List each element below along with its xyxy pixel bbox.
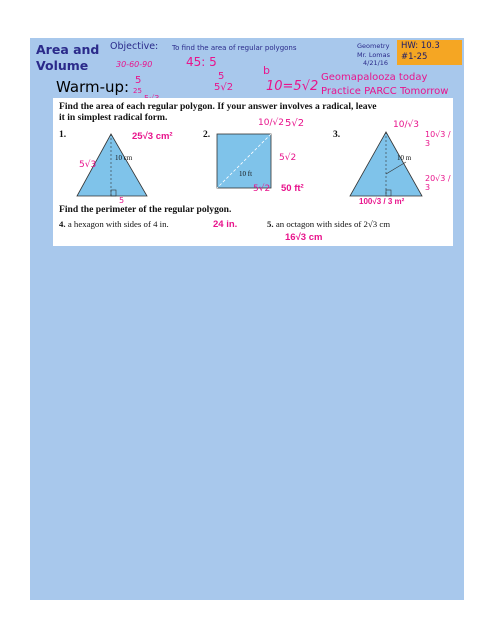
- handwriting-5root2: 5√2: [214, 82, 234, 93]
- problem-1-work-height: 5√3: [79, 160, 97, 170]
- handwriting-30-60-90: 30-60-90: [116, 60, 153, 69]
- problem-3-work-2: 10√3 / 3: [425, 130, 451, 148]
- homework-box: [397, 40, 462, 65]
- objective-text: To find the area of regular polygons: [172, 44, 297, 52]
- handwriting-5-a: 5: [218, 71, 225, 82]
- homework-line1: HW: 10.3: [401, 41, 440, 51]
- lesson-date: 4/21/16: [363, 59, 389, 67]
- problem-3-triangle: [346, 128, 426, 200]
- problem-3-work-1: 10/√3: [393, 120, 419, 130]
- handwriting-25: 25: [133, 87, 142, 95]
- instruction-line1: Find the area of each regular polygon. If your answer involves a radical, leave: [59, 101, 377, 112]
- problem-3-number: 3.: [333, 130, 341, 140]
- problem-1-work-base: 5: [119, 196, 125, 205]
- problem-2-dimension: 10 ft: [239, 170, 253, 178]
- handwriting-10-eq-5root2: 10=5√2: [266, 79, 319, 94]
- course-name: Geometry: [357, 42, 390, 50]
- problem-5-text: an octagon with sides of 2√3 cm: [275, 219, 391, 229]
- problem-5-answer: 16√3 cm: [285, 232, 323, 243]
- problem-4-answer: 24 in.: [213, 219, 238, 230]
- handwriting-b: b: [263, 64, 270, 77]
- problem-5-number: 5.: [267, 219, 274, 229]
- problem-4-text: a hexagon with sides of 4 in.: [67, 219, 169, 229]
- instruction-line2: it in simplest radical form.: [59, 112, 168, 123]
- handwriting-5-b: 5: [135, 75, 142, 86]
- unit-title-line2: Volume: [36, 58, 89, 73]
- problem-2-work-2: 5√2: [285, 118, 305, 129]
- note-line2: Practice PARCC Tomorrow: [321, 86, 449, 97]
- problem-2-answer: 50 ft²: [281, 183, 304, 194]
- announcement-notes: [321, 72, 448, 98]
- problem-2-work-1: 10/√2: [258, 118, 284, 128]
- problem-3-answer: 100√3 / 3 m²: [359, 197, 405, 206]
- handwriting-45-5: 45: 5: [186, 55, 217, 69]
- problem-2-work-4: 5√2: [253, 184, 271, 194]
- warmup-label: Warm-up:: [56, 78, 130, 96]
- problem-3-work-3: 20√3 / 3: [425, 174, 451, 192]
- teacher-name: Mr. Lomas: [357, 50, 391, 59]
- perimeter-instructions: Find the perimeter of the regular polygon.: [59, 204, 232, 215]
- problem-1-number: 1.: [59, 130, 67, 140]
- problem-4: [59, 219, 169, 229]
- problem-3-dimension: 10 m: [397, 154, 412, 162]
- problem-5: [267, 219, 390, 229]
- problem-1-answer: 25√3 cm²: [132, 131, 173, 142]
- problem-2-number: 2.: [203, 130, 211, 140]
- problem-1-dimension: 10 cm: [115, 154, 133, 162]
- notebook-page: [30, 38, 464, 600]
- unit-title: [36, 42, 99, 74]
- objective-label: Objective:: [110, 41, 159, 52]
- worksheet-excerpt: [53, 98, 453, 246]
- course-info: [357, 42, 390, 68]
- problem-2-square: [215, 132, 275, 192]
- area-instructions: [59, 101, 439, 123]
- homework-line2: #1-25: [401, 52, 428, 62]
- problem-4-number: 4.: [59, 219, 66, 229]
- unit-title-line1: Area and: [36, 42, 100, 57]
- problem-2-work-3: 5√2: [279, 153, 297, 163]
- note-line1: Geomapalooza today: [321, 72, 428, 83]
